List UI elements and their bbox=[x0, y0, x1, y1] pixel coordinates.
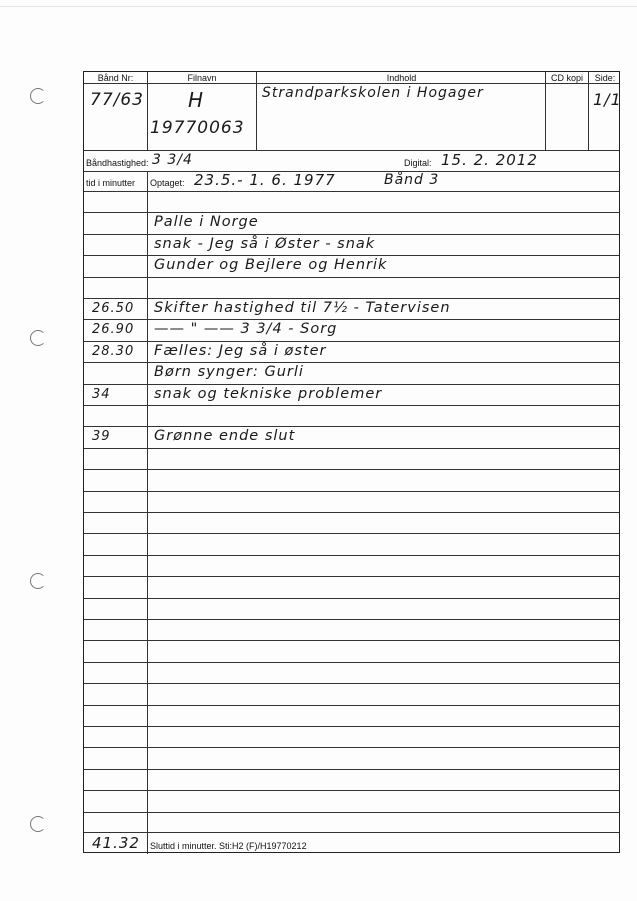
divider bbox=[256, 72, 257, 150]
punch-hole bbox=[30, 330, 46, 346]
punch-hole bbox=[30, 573, 46, 589]
log-row bbox=[84, 769, 619, 790]
log-row bbox=[84, 448, 619, 469]
row-content: Grønne ende slut bbox=[154, 428, 296, 445]
row-time: 26.50 bbox=[92, 301, 135, 316]
punch-hole bbox=[30, 816, 46, 832]
digital-value: 15. 2. 2012 bbox=[441, 151, 538, 169]
log-row bbox=[84, 319, 619, 340]
log-row bbox=[84, 298, 619, 319]
footer-text: Sluttid i minutter. Sti:H2 (F)/H19770212 bbox=[150, 841, 307, 851]
row-time: 26.90 bbox=[92, 322, 135, 338]
log-row bbox=[84, 491, 619, 512]
divider bbox=[84, 171, 619, 172]
row-content: Børn synger: Gurli bbox=[154, 364, 304, 381]
row-content: —— " —— 3 3/4 - Sorg bbox=[154, 321, 338, 338]
divider bbox=[588, 72, 589, 150]
log-row bbox=[84, 747, 619, 768]
entry-indhold: Strandparkskolen i Hogager bbox=[262, 85, 484, 101]
log-row bbox=[84, 812, 619, 833]
log-row bbox=[84, 790, 619, 811]
punch-hole bbox=[30, 88, 46, 104]
row-content: snak - Jeg så i Øster - snak bbox=[154, 235, 376, 252]
divider bbox=[84, 150, 619, 151]
baand-value: Bånd 3 bbox=[384, 172, 440, 188]
divider bbox=[545, 72, 546, 150]
entry-side: 1/1 bbox=[593, 90, 622, 109]
log-row bbox=[84, 640, 619, 661]
log-row bbox=[84, 277, 619, 298]
log-row bbox=[84, 255, 619, 276]
row-time: 28.30 bbox=[92, 343, 135, 359]
log-row bbox=[84, 405, 619, 426]
header-filnavn: Filnavn bbox=[187, 73, 217, 83]
log-row bbox=[84, 576, 619, 597]
tape-log-form bbox=[83, 71, 620, 853]
header-cd-kopi: CD kopi bbox=[550, 73, 583, 83]
divider bbox=[84, 832, 619, 833]
log-row bbox=[84, 683, 619, 704]
tid-label: tid i minutter bbox=[86, 178, 136, 188]
divider bbox=[84, 83, 619, 84]
log-row bbox=[84, 191, 619, 212]
log-row bbox=[84, 234, 619, 255]
log-row bbox=[84, 512, 619, 533]
log-row bbox=[84, 726, 619, 747]
optaget-value: 23.5.- 1. 6. 1977 bbox=[194, 171, 336, 189]
log-row bbox=[84, 362, 619, 383]
row-content: Palle i Norge bbox=[154, 214, 259, 231]
log-row bbox=[84, 619, 619, 640]
header-side: Side: bbox=[594, 73, 616, 83]
entry-filnavn-number: 19770063 bbox=[150, 118, 245, 138]
log-row bbox=[84, 341, 619, 362]
log-row bbox=[84, 212, 619, 233]
baandhastighed-label: Båndhastighed: bbox=[86, 158, 149, 168]
row-content: Fælles: Jeg så i øster bbox=[154, 342, 327, 359]
header-indhold: Indhold bbox=[386, 73, 417, 83]
row-time: 39 bbox=[92, 429, 111, 445]
scan-edge bbox=[0, 6, 637, 7]
divider bbox=[147, 72, 148, 150]
log-row bbox=[84, 555, 619, 576]
row-time: 34 bbox=[92, 386, 111, 402]
log-row bbox=[84, 662, 619, 683]
row-content: Skifter hastighed til 7½ - Tatervisen bbox=[154, 300, 451, 316]
log-row bbox=[84, 705, 619, 726]
entry-filnavn-letter: H bbox=[188, 88, 205, 112]
log-row bbox=[84, 426, 619, 447]
row-content: Gunder og Bejlere og Henrik bbox=[154, 257, 388, 274]
footer-time: 41.32 bbox=[92, 834, 140, 852]
digital-label: Digital: bbox=[404, 158, 432, 168]
log-row bbox=[84, 469, 619, 490]
log-row bbox=[84, 598, 619, 619]
header-baand-nr: Bånd Nr: bbox=[97, 73, 134, 83]
log-row bbox=[84, 533, 619, 554]
entry-baand-nr: 77/63 bbox=[90, 90, 144, 110]
row-content: snak og tekniske problemer bbox=[154, 385, 383, 402]
log-row bbox=[84, 384, 619, 405]
optaget-label: Optaget: bbox=[150, 178, 185, 188]
baandhastighed-value: 3 3/4 bbox=[152, 152, 193, 168]
